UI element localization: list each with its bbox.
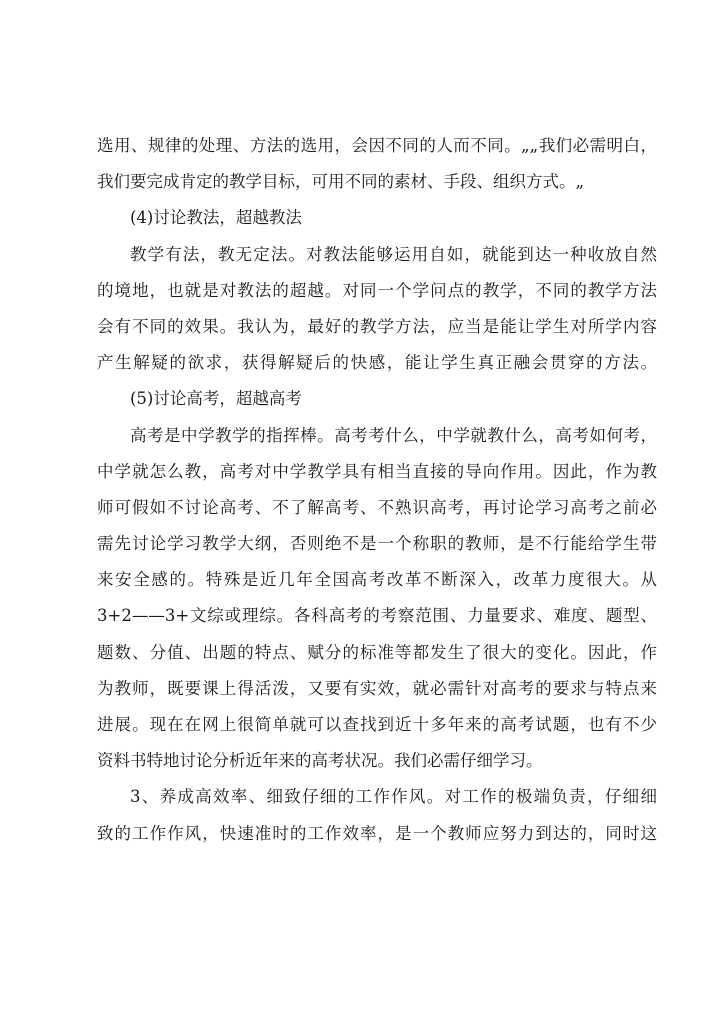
body-text: [97, 128, 657, 852]
text-line: 师可假如不讨论高考、不了解高考、不熟识高考，再讨论学习高考之前必: [97, 497, 657, 517]
text-line: 选用、规律的处理、方法的选用，会因不同的人而不同。„„我们必需明白，: [97, 136, 657, 155]
text-line: 为教师，既要课上得活泼，又要有实效，就必需针对高考的要求与特点来: [97, 678, 657, 698]
text-line: 的境地，也就是对教法的超越。对同一个学问点的教学，不同的教学方法: [97, 280, 657, 300]
text-line: 致的工作作风，快速准时的工作效率，是一个教师应努力到达的，同时这: [97, 823, 657, 843]
text-line: (5)讨论高考，超越高考: [130, 389, 302, 409]
text-line: 3、养成高效率、细致仔细的工作作风。对工作的极端负责，仔细细: [130, 787, 657, 807]
text-line: 资料书特地讨论分析近年来的高考状况。我们必需仔细学习。: [97, 751, 543, 771]
text-line: 3+2——3+文综或理综。各科高考的考察范围、力量要求、难度、题型、: [97, 606, 657, 626]
text-line: 产生解疑的欲求，获得解疑后的快感，能让学生真正融会贯穿的方法。: [97, 353, 657, 373]
text-line: 中学就怎么教，高考对中学教学具有相当直接的导向作用。因此，作为教: [97, 461, 657, 481]
text-line: (4)讨论教法，超越教法: [130, 208, 302, 228]
text-line: 需先讨论学习教学大纲，否则绝不是一个称职的教师，是不行能给学生带: [97, 534, 657, 554]
text-line: 高考是中学教学的指挥棒。高考考什么，中学就教什么，高考如何考，: [130, 425, 657, 445]
text-line: 我们要完成肯定的教学目标，可用不同的素材、手段、组织方式。„: [97, 172, 585, 192]
text-line: 来安全感的。特殊是近几年全国高考改革不断深入，改革力度很大。从: [97, 570, 657, 590]
text-line: 进展。现在在网上很简单就可以查找到近十多年来的高考试题，也有不少: [97, 715, 657, 734]
text-line: 题数、分值、出题的特点、赋分的标准等都发生了很大的变化。因此，作: [97, 642, 657, 662]
text-line: 教学有法，教无定法。对教法能够运用自如，就能到达一种收放自然: [130, 244, 657, 264]
text-line: 会有不同的效果。我认为，最好的教学方法，应当是能让学生对所学内容: [97, 316, 657, 336]
